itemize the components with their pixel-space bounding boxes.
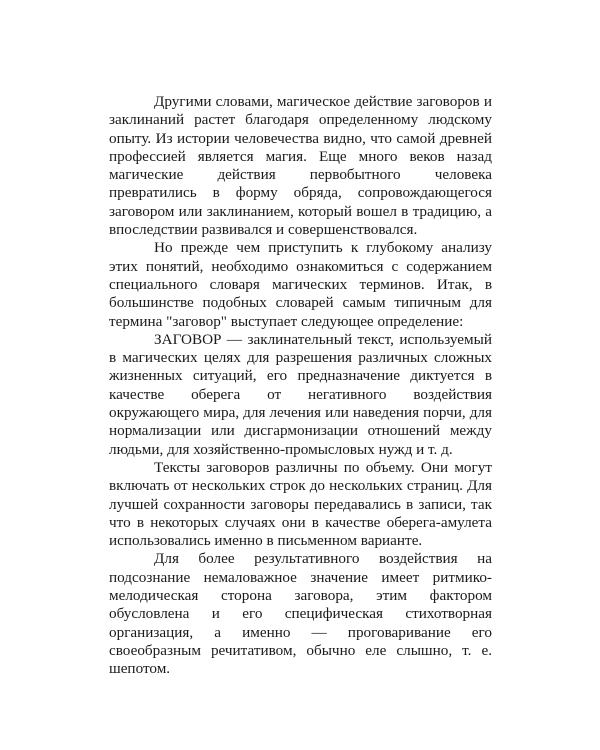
page-text <box>109 93 492 679</box>
paragraph-5: Для более результативного воздействия на подсознание немаловажное значение имеет ритмико-мелодическая сторона заговора, этим фактором обусловлена и его специфическая стихотворная организация, а именно — проговаривание его своеобразным речитативом, обычно еле слышно, т. е. шепотом. <box>109 550 492 678</box>
paragraph-4: Тексты заговоров различны по объему. Они могут включать от нескольких строк до нескольких страниц. Для лучшей сохранности заговоры передавались в записи, так что в некоторых случаях они в качестве оберега-амулета использовались именно в письменном варианте. <box>109 458 492 550</box>
paragraph-1: Другими словами, магическое действие заговоров и заклинаний растет благодаря определенному людскому опыту. Из истории человечества видно, что самой древней профессией является магия. Еще много веков назад магические действия первобытного человека превратились в форму обряда, сопровождающегося заговором или заклинанием, который вошел в традицию, а впоследствии развивался и совершенствовался. <box>109 93 492 239</box>
paragraph-3: ЗАГОВОР — заклинательный текст, используемый в магических целях для разрешения различных сложных жизненных ситуаций, его предназначение диктуется в качестве оберега от негативного воздействия окружающего мира, для лечения или наведения порчи, для нормализации или дисгармонизации отношений между людьми, для хозяйственно-промысловых нужд и т. д. <box>109 330 492 458</box>
paragraph-2: Но прежде чем приступить к глубокому анализу этих понятий, необходимо ознакомиться с содержанием специального словаря магических терминов. Итак, в большинстве подобных словарей самым типичным для термина "заговор" выступает следующее определение: <box>109 239 492 330</box>
